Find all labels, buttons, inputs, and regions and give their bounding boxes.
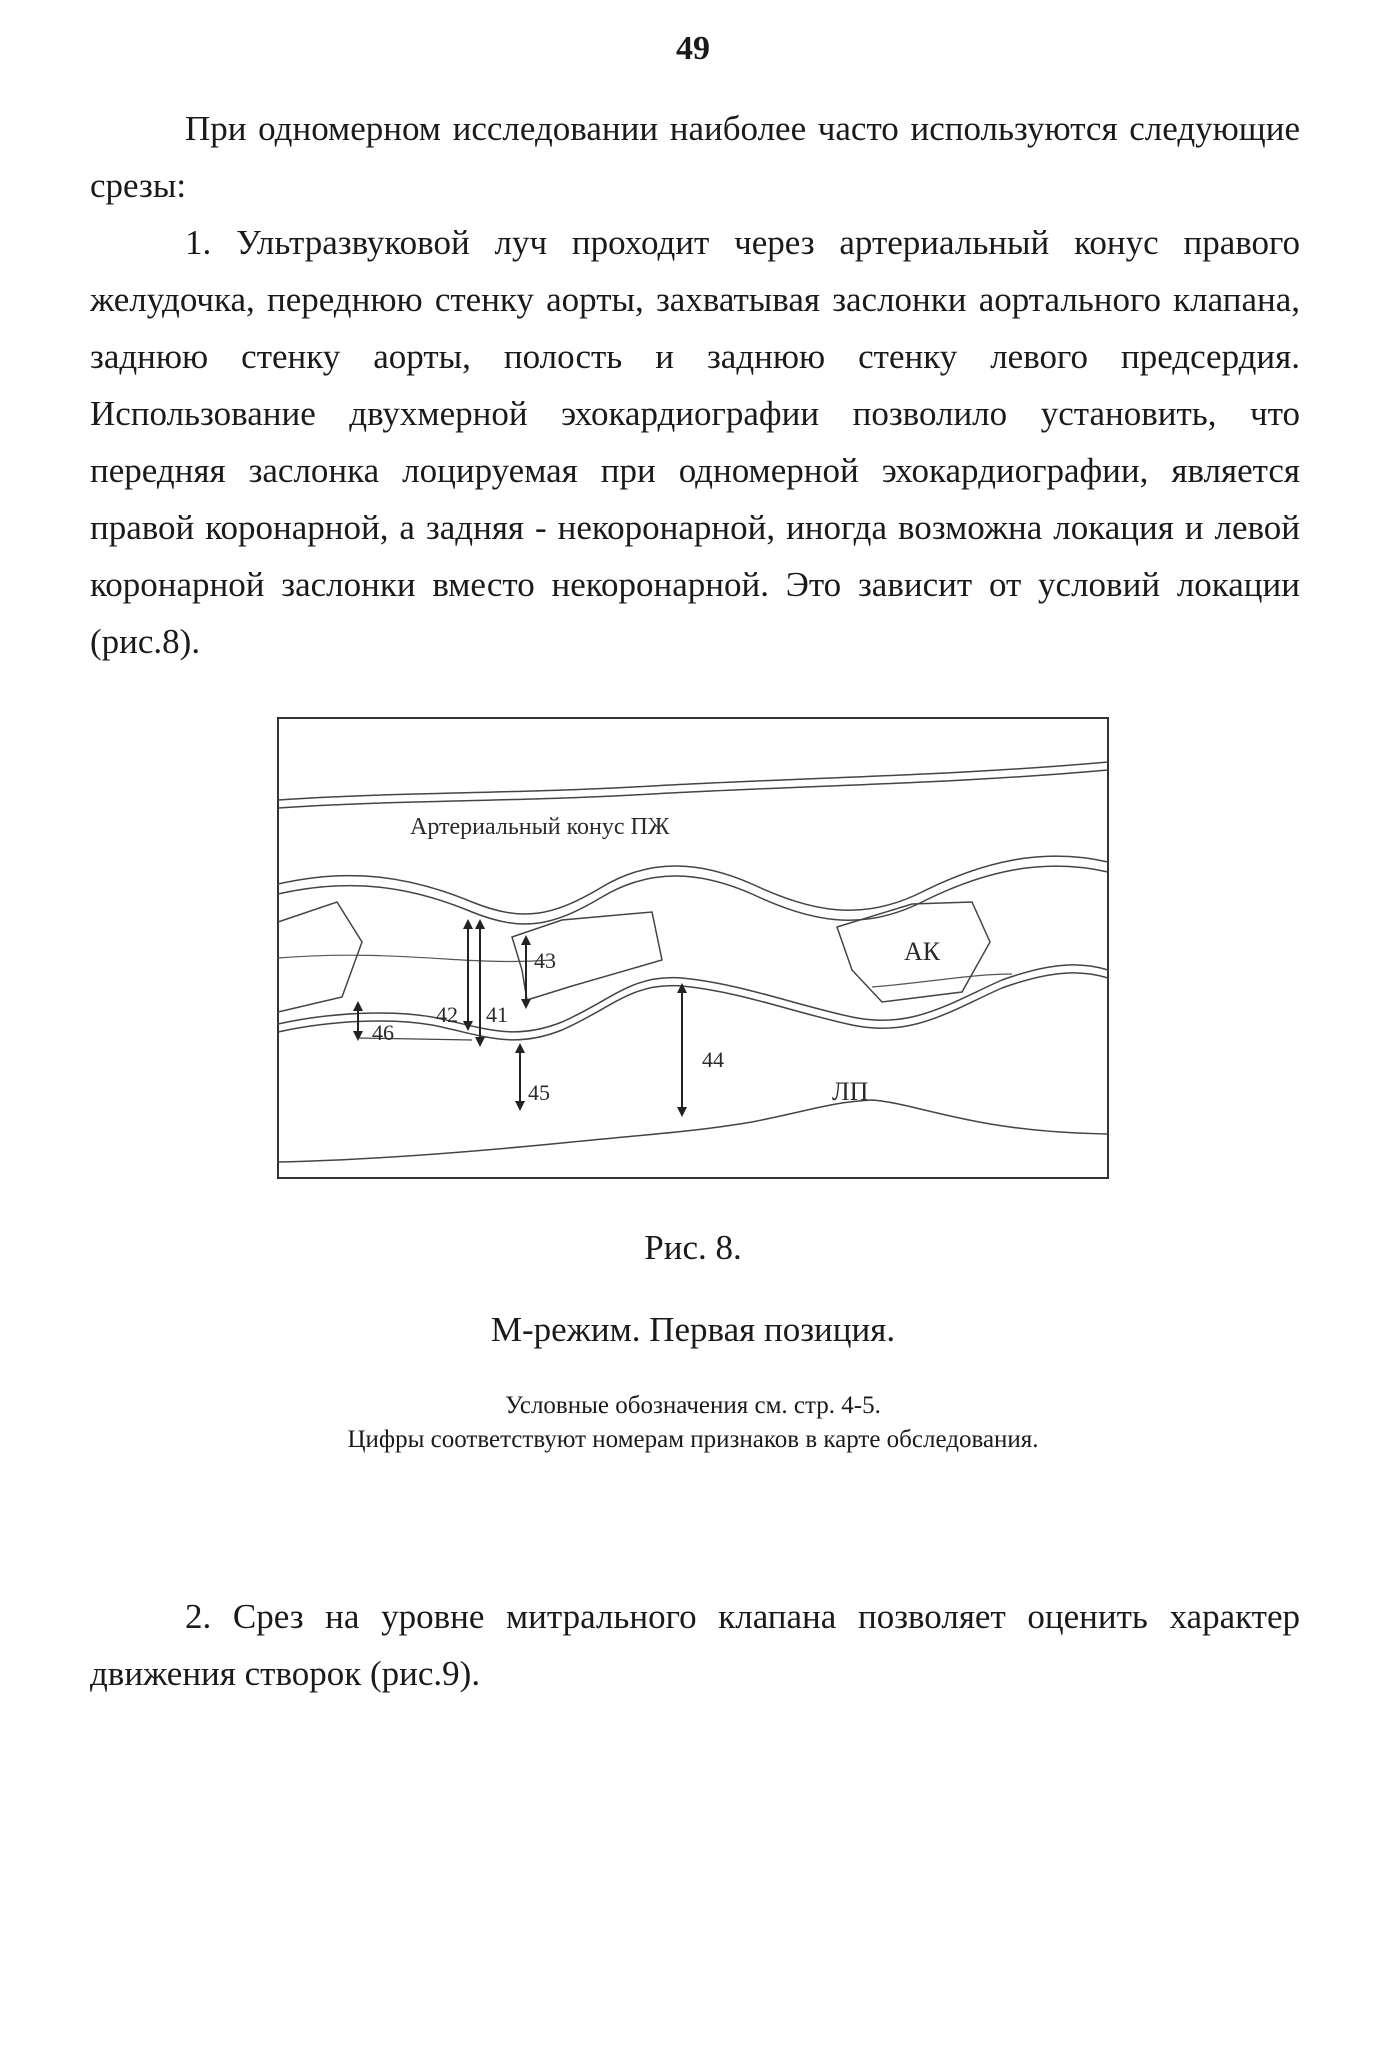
label-lp: ЛП [832, 1077, 869, 1106]
label-46: 46 [372, 1020, 394, 1045]
page-number: 49 [676, 30, 710, 67]
figure-note-legend: Условные обозначения см. стр. 4-5. [505, 1392, 881, 1419]
diagram-frame [278, 718, 1108, 1178]
label-42: 42 [436, 1002, 458, 1027]
label-conus: Артериальный конус ПЖ [410, 814, 670, 840]
rv-anterior-wall [278, 762, 1108, 800]
figure-number: Рис. 8. [644, 1228, 742, 1267]
label-44: 44 [702, 1047, 724, 1072]
label-45: 45 [528, 1080, 550, 1105]
paragraph-item-2: 2. Срез на уровне митрального клапана позволяет оценить характер движения створок (рис.9). [90, 1597, 1300, 1693]
figure-title: М-режим. Первая позиция. [490, 1310, 896, 1349]
figure-note-numbers: Цифры соответствуют номерам признаков в карте обследования. [347, 1426, 1039, 1453]
label-43: 43 [534, 948, 556, 973]
figure-m-mode-diagram [272, 712, 1120, 1192]
label-41: 41 [486, 1002, 508, 1027]
paragraph-intro: При одномерном исследовании наиболее часто используются следующие срезы: [90, 109, 1300, 205]
la-posterior-wall [278, 1100, 1108, 1162]
label-ak: АК [904, 937, 941, 966]
m-mode-diagram-svg [272, 712, 1120, 1192]
aorta-anterior-wall [278, 856, 1108, 914]
paragraph-item-1: 1. Ультразвуковой луч проходит через артериальный конус правого желудочка, переднюю стенку аорты, захватывая заслонки аортального клапана, заднюю стенку аорты, полость и заднюю стенку левого предсердия. Использование двухмерной эхокардиографии позволило установить, что передняя заслонка лоцируемая при одномерной эхокардиографии, является правой коронарной, а задняя - некоронарной, иногда возможна локация и левой коронарной заслонки вместо некоронарной. Это зависит от условий локации (рис.8). [90, 223, 1300, 661]
